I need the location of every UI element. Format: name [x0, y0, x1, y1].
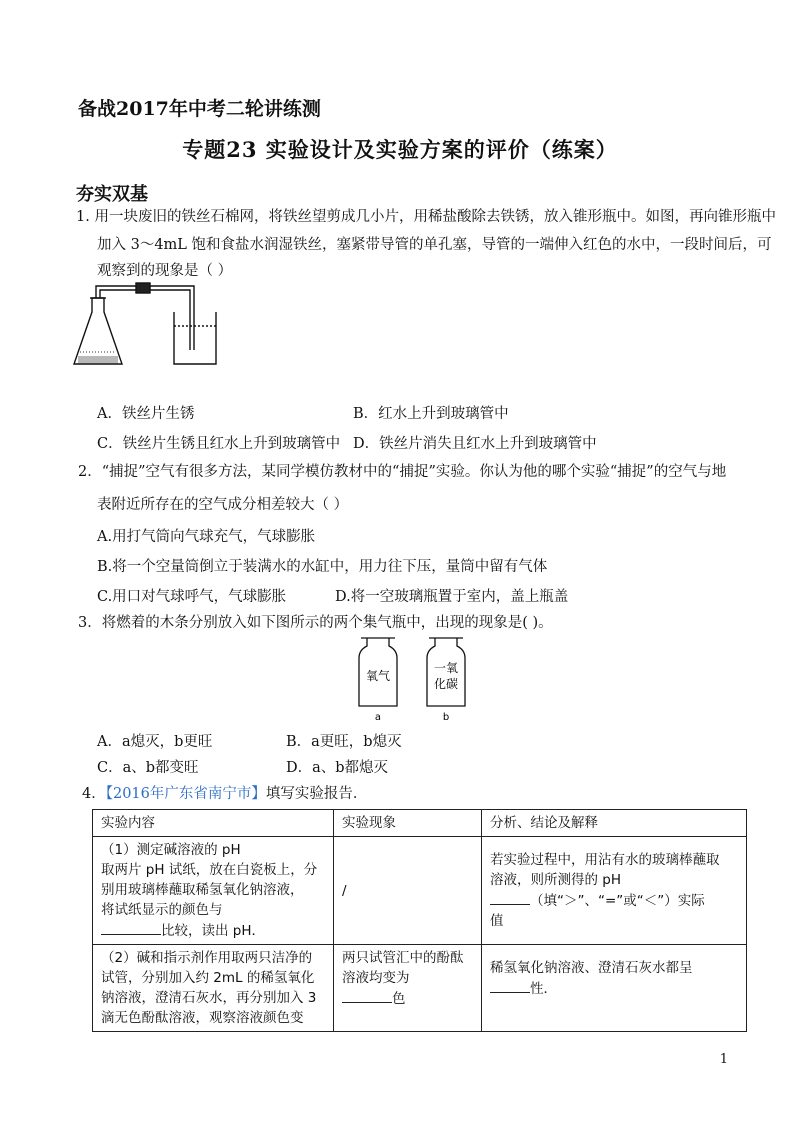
q2-option-a: A.用打气筒向气球充气，气球膨胀 — [97, 529, 316, 545]
row2-content-line: 滴无色酚酞溶液，观察溶液颜色变 — [101, 1010, 304, 1026]
q4-source: 【2016年广东省南宁市】 — [105, 786, 266, 802]
row2-content-line: 钠溶液，澄清石灰水，再分别加入 3 — [101, 990, 317, 1006]
q3-option-a: A．a熄灭，b更旺 — [97, 734, 213, 750]
q4-number: 4． — [82, 786, 106, 802]
answer-blank[interactable] — [490, 978, 530, 993]
table-header-row — [93, 810, 747, 837]
row1-content-line: 取两片 pH 试纸，放在白瓷板上，分 — [101, 862, 318, 878]
q2-line-2: 表附近所存在的空气成分相差较大（ ） — [97, 497, 349, 513]
q1-line-1: 1. 用一块废旧的铁丝石棉网，将铁丝望剪成几小片，用稀盐酸除去铁锈，放入锥形瓶中。如图，再向锥形瓶中 — [76, 209, 776, 225]
header-cell-phenomenon: 实验现象 — [334, 810, 482, 837]
q1-option-b: B．红水上升到玻璃管中 — [353, 406, 509, 422]
row2-phenomenon-line-blank — [342, 988, 473, 1009]
q1-option-c: C．铁丝片生锈且红水上升到玻璃管中 — [97, 436, 341, 452]
row1-analysis-line-blank — [490, 890, 738, 911]
row1-phenomenon-cell: / — [334, 837, 482, 945]
q3-option-d: D．a、b都熄灭 — [286, 760, 389, 776]
answer-blank[interactable] — [490, 890, 530, 905]
answer-blank[interactable] — [101, 920, 161, 935]
page-number: 1 — [719, 1052, 728, 1067]
row2-content-line: 试管，分别加入约 2mL 的稀氢氧化 — [101, 970, 315, 986]
q4-line — [82, 784, 367, 804]
row1-content-line-blank — [101, 920, 325, 941]
row2-content-cell — [93, 945, 334, 1032]
row1-analysis-line: （填“＞”、“=”或“＜”）实际 — [530, 893, 705, 909]
row2-analysis-line: 稀氢氧化钠溶液、澄清石灰水都呈 — [490, 960, 693, 976]
answer-blank[interactable] — [342, 988, 392, 1003]
header-cell-analysis: 分析、结论及解释 — [482, 810, 747, 837]
row1-content-line: 将试纸显示的颜色与 — [101, 902, 223, 918]
row1-content-line: 比较，读出 pH． — [161, 923, 266, 939]
section-heading: 夯实双基 — [76, 184, 148, 205]
row2-analysis-line-blank — [490, 978, 738, 999]
row1-content-line: 别用玻璃棒蘸取稀氢氧化钠溶液， — [101, 882, 304, 898]
row2-analysis-line: 性． — [530, 981, 557, 997]
glass-tube — [96, 286, 194, 350]
row2-phenomenon-line: 溶液均变为 — [342, 970, 410, 986]
row1-analysis-line: 若实验过程中，用沾有水的玻璃棒蘸取 — [490, 852, 720, 868]
beaker-shape — [174, 312, 216, 364]
q1-option-d: D．铁丝片消失且红水上升到玻璃管中 — [353, 436, 597, 452]
bottle-b-text-2: 化碳 — [433, 677, 459, 691]
gas-bottles-figure — [355, 636, 485, 726]
q1-line-3: 观察到的现象是（ ） — [97, 263, 233, 279]
bottle-b-label: b — [442, 712, 450, 723]
q2-line-1: 2．“捕捉”空气有很多方法，某同学模仿教材中的“捕捉”实验。你认为他的哪个实验“捕捉”的空气与地 — [78, 464, 727, 480]
q2-option-c: C.用口对气球呼气，气球膨胀 — [97, 589, 287, 605]
q3-option-c: C．a、b都变旺 — [97, 760, 199, 776]
table-row — [93, 837, 747, 945]
row1-analysis-line: 溶液，则所测得的 pH — [490, 872, 622, 888]
table-row — [93, 945, 747, 1032]
row2-content-line: （2）碱和指示剂作用取两只洁净的 — [101, 950, 313, 966]
bottle-a-label: a — [374, 712, 382, 723]
q4-instruction: 填写实验报告． — [265, 786, 368, 802]
header-cell-content: 实验内容 — [93, 810, 334, 837]
q3-option-b: B．a更旺，b熄灭 — [286, 734, 402, 750]
q2-option-d: D.将一空玻璃瓶置于室内，盖上瓶盖 — [335, 589, 569, 605]
page-title: 专题23 实验设计及实验方案的评价（练案） — [182, 137, 618, 162]
row1-content-line: （1）测定碱溶液的 pH — [101, 842, 241, 858]
experiment-report-table — [92, 809, 747, 1032]
row2-phenomenon-line: 两只试管汇中的酚酞 — [342, 950, 464, 966]
row1-content-cell — [93, 837, 334, 945]
row1-analysis-cell — [482, 837, 747, 945]
row2-analysis-cell — [482, 945, 747, 1032]
conical-flask-shape — [74, 298, 122, 364]
bottle-b-text-1: 一氧 — [433, 661, 459, 675]
row1-analysis-line: 值 — [490, 913, 504, 929]
row2-phenomenon-cell — [334, 945, 482, 1032]
q3-line: 3．将燃着的木条分别放入如下图所示的两个集气瓶中，出现的现象是( )。 — [78, 615, 553, 631]
apparatus-figure — [70, 282, 230, 372]
series-heading: 备战2017年中考二轮讲练测 — [78, 98, 321, 120]
q1-line-2: 加入 3～4mL 饱和食盐水润湿铁丝，塞紧带导管的单孔塞，导管的一端伸入红色的水中，一段时间后，可 — [97, 237, 772, 253]
row2-phenomenon-line: 色 — [392, 991, 406, 1007]
bottle-a-text: 氧气 — [365, 669, 391, 683]
q1-option-a: A．铁丝片生锈 — [97, 406, 195, 422]
q2-option-b: B.将一个空量筒倒立于装满水的水缸中，用力往下压，量筒中留有气体 — [97, 559, 548, 575]
